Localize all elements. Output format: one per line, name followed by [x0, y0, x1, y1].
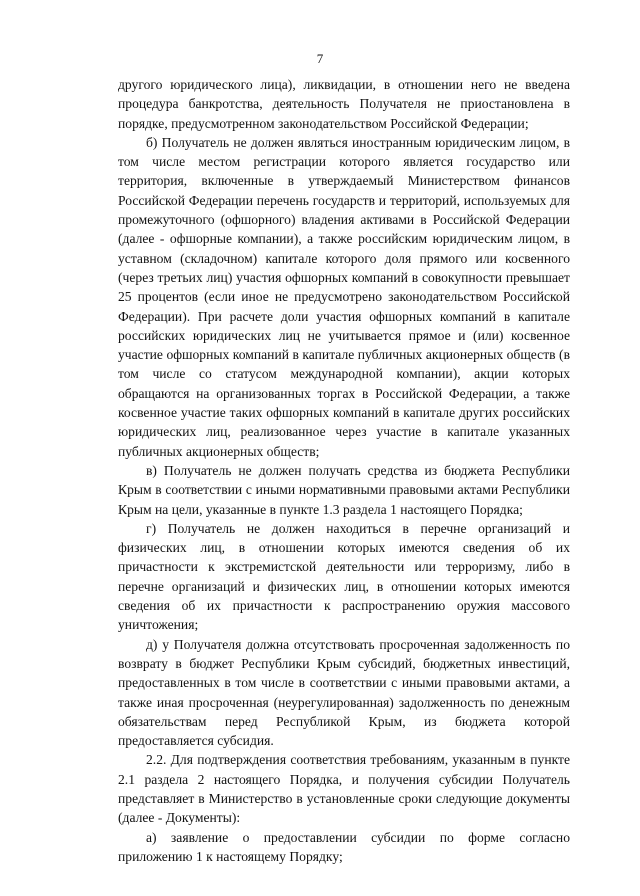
- paragraph-item-b: б) Получатель не должен являться иностранным юридическим лицом, в том числе местом регистрации которого является государство или территория, включенные в утверждаемый Министерством финансов Российской Федерации перечень государств и территорий, используемых для промежуточного (офшорного) владения активами в Российской Федерации (далее - офшорные компании), а также российским юридическим лицом, в уставном (складочном) капитале которого доля прямого или косвенного (через третьих лиц) участия офшорных компаний в совокупности превышает 25 процентов (если иное не предусмотрено законодательством Российской Федерации). При расчете доли участия офшорных компаний в капитале российских юридических лиц не учитывается прямое и (или) косвенное участие офшорных компаний в капитале публичных акционерных обществ (в том числе со статусом международной компании), акции которых обращаются на организованных торгах в Российской Федерации, а также косвенное участие таких офшорных компаний в капитале других российских юридических лиц, реализованное через участие в капитале указанных публичных акционерных обществ;: [118, 134, 570, 459]
- paragraph-item-d: д) у Получателя должна отсутствовать просроченная задолженность по возврату в бюджет Республики Крым субсидий, бюджетных инвестиций, предоставленных в том числе в соответствии с иными правовыми актами, а также иная просроченная (неурегулированная) задолженность по денежным обязательствам перед Республикой Крым, из бюджета которой предоставляется субсидия.: [118, 636, 570, 749]
- paragraph-item-a: а) заявление о предоставлении субсидии по форме согласно приложению 1 к настоящему Порядку;: [118, 829, 570, 864]
- paragraph-item-v: в) Получатель не должен получать средства из бюджета Республики Крым в соответствии с иными нормативными правовыми актами Республики Крым на цели, указанные в пункте 1.3 раздела 1 настоящего Порядка;: [118, 462, 570, 517]
- paragraph-clause-2-2: 2.2. Для подтверждения соответствия требованиям, указанным в пункте 2.1 раздела 2 настоящего Порядка, и получения субсидии Получатель представляет в Министерство в установленные сроки следующие документы (далее - Документы):: [118, 752, 570, 826]
- document-body: [118, 75, 570, 866]
- paragraph-continuation: другого юридического лица), ликвидации, в отношении него не введена процедура банкротства, деятельность Получателя не приостановлена в порядке, предусмотренном законодательством Российской Федерации;: [118, 77, 570, 131]
- page-number: 7: [316, 51, 324, 66]
- paragraph-item-g: г) Получатель не должен находиться в перечне организаций и физических лиц, в отношении которых имеются сведения об их причастности к экстремистской деятельности или терроризму, либо в перечне организаций и физических лиц, в отношении которых имеются сведения об их причастности к распространению оружия массового уничтожения;: [118, 520, 570, 633]
